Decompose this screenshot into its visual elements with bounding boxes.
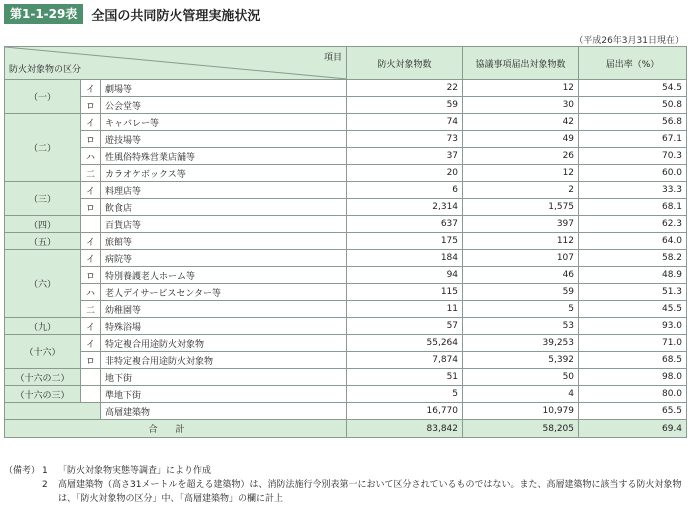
rate-cell: 33.3 xyxy=(579,182,687,199)
table-row xyxy=(5,369,687,386)
header-col-rate: 届出率（%） xyxy=(579,47,687,80)
total-rate: 69.4 xyxy=(579,420,687,438)
subcategory-cell: イ xyxy=(81,335,101,352)
subcategory-cell: ロ xyxy=(81,131,101,148)
category-cell: （十六の三） xyxy=(5,386,81,403)
objects-count-cell: 184 xyxy=(347,250,463,267)
subcategory-cell: イ xyxy=(81,233,101,250)
use-name-cell: 地下街 xyxy=(101,369,347,386)
category-cell: （六） xyxy=(5,250,81,318)
notified-count-cell: 59 xyxy=(463,284,579,301)
notified-count-cell: 39,253 xyxy=(463,335,579,352)
notified-count-cell: 49 xyxy=(463,131,579,148)
rate-cell: 98.0 xyxy=(579,369,687,386)
subcategory-cell: 二 xyxy=(81,301,101,318)
notified-count-cell: 107 xyxy=(463,250,579,267)
rate-cell: 60.0 xyxy=(579,165,687,182)
use-name-cell: 幼稚園等 xyxy=(101,301,347,318)
category-cell: （四） xyxy=(5,216,81,233)
rate-cell: 68.5 xyxy=(579,352,687,369)
subcategory-cell: イ xyxy=(81,250,101,267)
header-category-label: 防火対象物の区分 xyxy=(9,65,82,75)
category-cell: （十六） xyxy=(5,335,81,369)
subcategory-cell xyxy=(81,369,101,386)
header-col-objects: 防火対象物数 xyxy=(347,47,463,80)
notified-count-cell: 30 xyxy=(463,97,579,114)
subcategory-cell: イ xyxy=(81,182,101,199)
subcategory-cell: ロ xyxy=(81,199,101,216)
table-row xyxy=(5,301,687,318)
subcategory-cell: 二 xyxy=(81,165,101,182)
objects-count-cell: 74 xyxy=(347,114,463,131)
fire-management-table xyxy=(4,46,687,438)
title-bar xyxy=(4,4,260,24)
objects-count-cell: 11 xyxy=(347,301,463,318)
use-name-cell: 公会堂等 xyxy=(101,97,347,114)
use-name-cell: 高層建築物 xyxy=(101,403,347,420)
table-header-row xyxy=(5,47,687,80)
objects-count-cell: 20 xyxy=(347,165,463,182)
rate-cell: 50.8 xyxy=(579,97,687,114)
objects-count-cell: 637 xyxy=(347,216,463,233)
use-name-cell: 老人デイサービスセンター等 xyxy=(101,284,347,301)
table-row xyxy=(5,352,687,369)
objects-count-cell: 73 xyxy=(347,131,463,148)
notified-count-cell: 46 xyxy=(463,267,579,284)
header-corner-cell xyxy=(5,47,347,80)
table-row xyxy=(5,403,687,420)
note-text: 高層建築物（高さ31メートルを超える建築物）は、消防法施行令別表第一において区分されているものではない。また、高層建築物に該当する防火対象物は、「防火対象物の区分」中、「高層建築物」の欄に計上 xyxy=(58,480,682,504)
use-name-cell: 百貨店等 xyxy=(101,216,347,233)
total-objects: 83,842 xyxy=(347,420,463,438)
rate-cell: 48.9 xyxy=(579,267,687,284)
subcategory-cell: イ xyxy=(81,318,101,335)
notified-count-cell: 2 xyxy=(463,182,579,199)
table-body xyxy=(5,80,687,420)
objects-count-cell: 22 xyxy=(347,80,463,97)
use-name-cell: 料理店等 xyxy=(101,182,347,199)
rate-cell: 58.2 xyxy=(579,250,687,267)
use-name-cell: 遊技場等 xyxy=(101,131,347,148)
objects-count-cell: 115 xyxy=(347,284,463,301)
notes-tag: （備考） xyxy=(4,466,41,476)
total-notified: 58,205 xyxy=(463,420,579,438)
total-row xyxy=(5,420,687,438)
table-row xyxy=(5,80,687,97)
rate-cell: 67.1 xyxy=(579,131,687,148)
table-row xyxy=(5,386,687,403)
rate-cell: 45.5 xyxy=(579,301,687,318)
objects-count-cell: 51 xyxy=(347,369,463,386)
objects-count-cell: 55,264 xyxy=(347,335,463,352)
table-row xyxy=(5,199,687,216)
rate-cell: 51.3 xyxy=(579,284,687,301)
table-row xyxy=(5,216,687,233)
notified-count-cell: 1,575 xyxy=(463,199,579,216)
objects-count-cell: 94 xyxy=(347,267,463,284)
subcategory-cell: ハ xyxy=(81,148,101,165)
rate-cell: 64.0 xyxy=(579,233,687,250)
notified-count-cell: 12 xyxy=(463,80,579,97)
rate-cell: 56.8 xyxy=(579,114,687,131)
rate-cell: 68.1 xyxy=(579,199,687,216)
subcategory-cell xyxy=(81,216,101,233)
notified-count-cell: 42 xyxy=(463,114,579,131)
subcategory-cell: ロ xyxy=(81,97,101,114)
notified-count-cell: 12 xyxy=(463,165,579,182)
objects-count-cell: 16,770 xyxy=(347,403,463,420)
header-col-notified: 協議事項届出対象物数 xyxy=(463,47,579,80)
use-name-cell: 飲食店 xyxy=(101,199,347,216)
rate-cell: 93.0 xyxy=(579,318,687,335)
table-row xyxy=(5,250,687,267)
use-name-cell: 特別養護老人ホーム等 xyxy=(101,267,347,284)
objects-count-cell: 57 xyxy=(347,318,463,335)
table-row xyxy=(5,148,687,165)
subcategory-cell xyxy=(81,386,101,403)
subcategory-cell: ロ xyxy=(81,267,101,284)
table-row xyxy=(5,165,687,182)
table-row xyxy=(5,284,687,301)
note-item xyxy=(4,478,686,506)
use-name-cell: 特定複合用途防火対象物 xyxy=(101,335,347,352)
use-name-cell: 病院等 xyxy=(101,250,347,267)
use-name-cell: 準地下街 xyxy=(101,386,347,403)
use-name-cell: キャバレー等 xyxy=(101,114,347,131)
category-cell: （一） xyxy=(5,80,81,114)
notified-count-cell: 4 xyxy=(463,386,579,403)
objects-count-cell: 7,874 xyxy=(347,352,463,369)
table-row xyxy=(5,182,687,199)
notified-count-cell: 5,392 xyxy=(463,352,579,369)
objects-count-cell: 37 xyxy=(347,148,463,165)
page-title: 全国の共同防火管理実施状況 xyxy=(91,8,261,24)
note-number: 1 xyxy=(42,466,48,476)
use-name-cell: 劇場等 xyxy=(101,80,347,97)
table-row xyxy=(5,267,687,284)
rate-cell: 62.3 xyxy=(579,216,687,233)
table-row xyxy=(5,131,687,148)
category-cell: （九） xyxy=(5,318,81,335)
note-item xyxy=(4,464,686,478)
table-number-badge: 第1-1-29表 xyxy=(4,4,83,24)
notified-count-cell: 26 xyxy=(463,148,579,165)
category-cell: （十六の二） xyxy=(5,369,81,386)
category-cell xyxy=(5,403,101,420)
table-row xyxy=(5,318,687,335)
rate-cell: 54.5 xyxy=(579,80,687,97)
category-cell: （五） xyxy=(5,233,81,250)
objects-count-cell: 2,314 xyxy=(347,199,463,216)
table-row xyxy=(5,114,687,131)
subcategory-cell: ハ xyxy=(81,284,101,301)
notes xyxy=(4,464,686,506)
date-note: （平成26年3月31日現在） xyxy=(574,36,684,46)
notified-count-cell: 53 xyxy=(463,318,579,335)
notified-count-cell: 5 xyxy=(463,301,579,318)
table-row xyxy=(5,335,687,352)
note-number: 2 xyxy=(42,480,48,490)
use-name-cell: 特殊浴場 xyxy=(101,318,347,335)
category-cell: （二） xyxy=(5,114,81,182)
use-name-cell: 性風俗特殊営業店舗等 xyxy=(101,148,347,165)
notified-count-cell: 50 xyxy=(463,369,579,386)
use-name-cell: 旅館等 xyxy=(101,233,347,250)
subcategory-cell: イ xyxy=(81,114,101,131)
table-row xyxy=(5,233,687,250)
subcategory-cell: ロ xyxy=(81,352,101,369)
notified-count-cell: 112 xyxy=(463,233,579,250)
notified-count-cell: 397 xyxy=(463,216,579,233)
objects-count-cell: 5 xyxy=(347,386,463,403)
total-label: 合計 xyxy=(5,420,347,438)
note-text: 「防火対象物実態等調査」により作成 xyxy=(58,466,212,476)
header-item-label: 項目 xyxy=(324,53,343,63)
rate-cell: 65.5 xyxy=(579,403,687,420)
subcategory-cell: イ xyxy=(81,80,101,97)
use-name-cell: 非特定複合用途防火対象物 xyxy=(101,352,347,369)
notified-count-cell: 10,979 xyxy=(463,403,579,420)
objects-count-cell: 175 xyxy=(347,233,463,250)
objects-count-cell: 6 xyxy=(347,182,463,199)
table-row xyxy=(5,97,687,114)
rate-cell: 70.3 xyxy=(579,148,687,165)
category-cell: （三） xyxy=(5,182,81,216)
rate-cell: 80.0 xyxy=(579,386,687,403)
use-name-cell: カラオケボックス等 xyxy=(101,165,347,182)
objects-count-cell: 59 xyxy=(347,97,463,114)
rate-cell: 71.0 xyxy=(579,335,687,352)
